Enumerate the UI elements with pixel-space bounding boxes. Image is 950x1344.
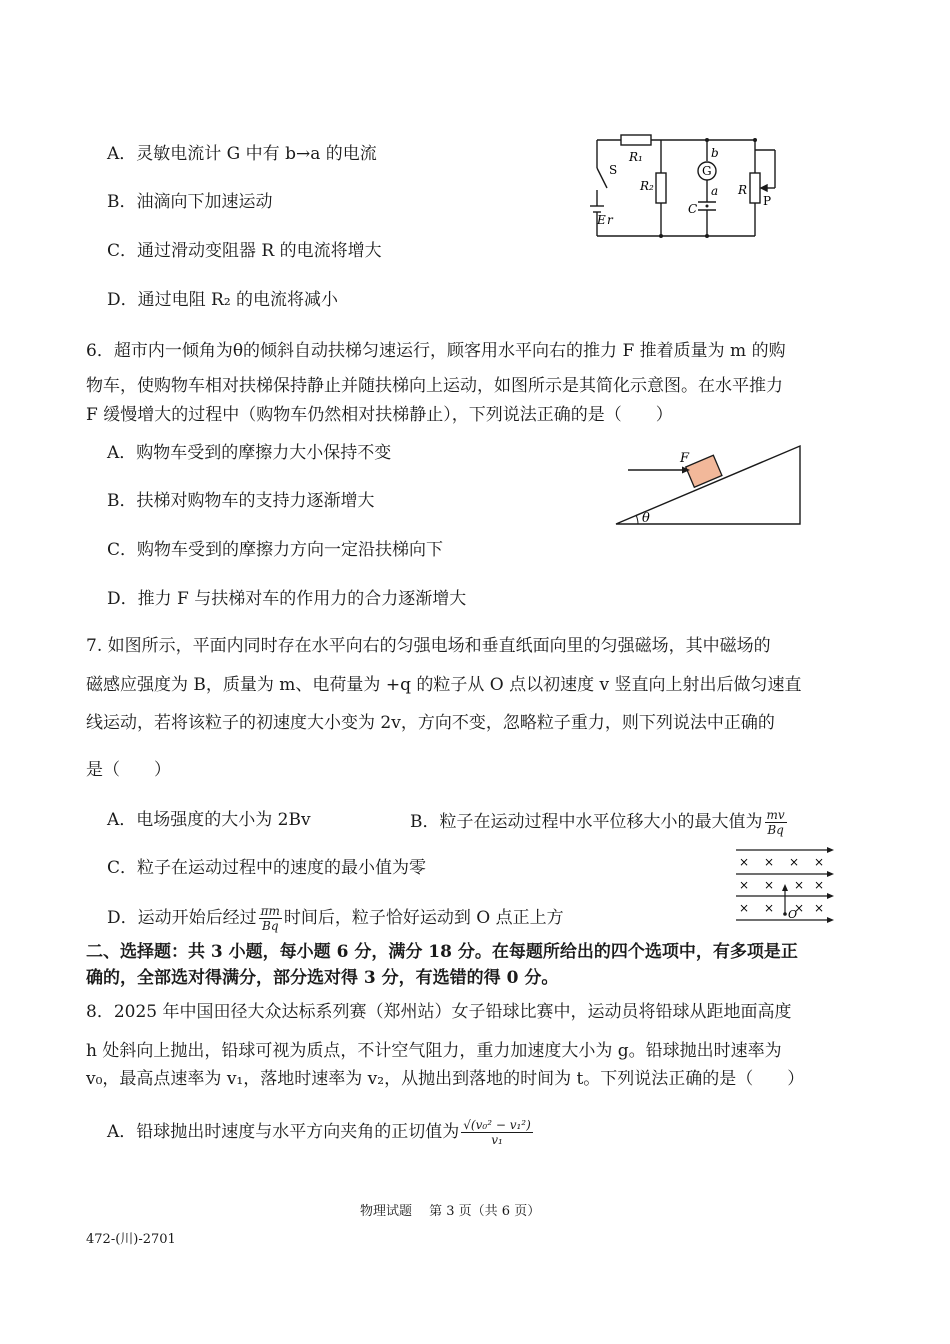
q8-stem-line-1: 8．2025 年中国田径大众达标系列赛（郑州站）女子铅球比赛中，运动员将铅球从距地面高度 — [86, 1002, 792, 1022]
q7-option-a: A．电场强度的大小为 2Bv — [107, 810, 311, 830]
cross-4: × — [814, 855, 825, 869]
q7-option-d — [107, 904, 564, 933]
cross-2: × — [764, 855, 775, 869]
label-r1: R₁ — [629, 150, 643, 164]
q7-option-d-text-post: 时间后，粒子恰好运动到 O 点正上方 — [283, 908, 564, 928]
q7-option-c: C．粒子在运动过程中的速度的最小值为零 — [107, 858, 427, 878]
label-b: b — [711, 146, 719, 160]
q7-stem-line-4: 是（ ） — [86, 760, 171, 780]
q7-stem-line-1: 7. 如图所示，平面内同时存在水平向右的匀强电场和垂直纸面向里的匀强磁场，其中磁场的 — [86, 636, 771, 656]
cross-3: × — [789, 855, 800, 869]
q7-stem-line-3: 线运动，若将该粒子的初速度大小变为 2v，方向不变，忽略粒子重力，则下列说法中正确的 — [86, 713, 775, 733]
label-rheostat: R — [738, 183, 748, 197]
q8-option-a-fraction — [461, 1118, 533, 1147]
q7-option-b-numerator: mv — [766, 808, 785, 822]
section-2-header-line-1: 二、选择题：共 3 小题，每小题 6 分，满分 18 分。在每题所给出的四个选项中，有多项是正 — [86, 942, 798, 962]
label-p: P — [763, 194, 772, 208]
galvanometer-icon: G — [702, 164, 712, 178]
q7-option-d-numerator: πm — [260, 904, 280, 918]
cross-12: × — [814, 901, 825, 915]
q8-option-a — [107, 1118, 535, 1147]
q6-stem-line-3: F 缓慢增大的过程中（购物车仍然相对扶梯静止），下列说法正确的是（ ） — [86, 405, 673, 425]
q6-stem-line-2: 物车，使购物车相对扶梯保持静止并随扶梯向上运动，如图所示是其简化示意图。在水平推力 — [86, 376, 783, 396]
q7-option-b-text: B．粒子在运动过程中水平位移大小的最大值为 — [410, 812, 763, 832]
q8-option-a-numerator: √(v₀² − v₁²) — [463, 1118, 531, 1132]
label-theta: θ — [642, 511, 650, 526]
cross-10: × — [764, 901, 775, 915]
q6-option-a: A．购物车受到的摩擦力大小保持不变 — [107, 443, 392, 463]
field-diagram — [730, 846, 840, 926]
cross-1: × — [739, 855, 750, 869]
q5-option-b: B．油滴向下加速运动 — [107, 192, 273, 212]
q7-option-b — [410, 808, 789, 837]
q8-stem-line-3: v₀，最高点速率为 v₁，落地时速率为 v₂，从抛出到落地的时间为 t。下列说法正确的是（ ） — [86, 1069, 805, 1089]
q6-option-b: B．扶梯对购物车的支持力逐渐增大 — [107, 491, 375, 511]
cross-8: × — [814, 878, 825, 892]
cross-11: × — [794, 901, 805, 915]
cross-6: × — [764, 878, 775, 892]
q5-option-a: A．灵敏电流计 G 中有 b→a 的电流 — [107, 144, 377, 164]
circuit-diagram — [585, 128, 785, 243]
q5-option-d: D．通过电阻 R₂ 的电流将减小 — [107, 290, 339, 310]
q7-option-b-denominator: Bq — [767, 823, 784, 837]
q6-stem-line-1: 6．超市内一倾角为θ的倾斜自动扶梯匀速运行，顾客用水平向右的推力 F 推着质量为 m 的购 — [86, 341, 786, 361]
cross-5: × — [739, 878, 750, 892]
label-r2: R₂ — [640, 179, 654, 193]
q7-stem-line-2: 磁感应强度为 B，质量为 m、电荷量为 +q 的粒子从 O 点以初速度 v 竖直向上射出后做匀速直 — [86, 675, 802, 695]
label-r: r — [607, 213, 613, 227]
q5-option-c: C．通过滑动变阻器 R 的电流将增大 — [107, 241, 382, 261]
q8-option-a-text: A．铅球抛出时速度与水平方向夹角的正切值为 — [107, 1122, 460, 1142]
exam-code: 472-(川)-2701 — [86, 1232, 176, 1247]
label-o: O — [788, 908, 798, 921]
label-force-f: F — [680, 451, 690, 466]
q6-option-d: D．推力 F 与扶梯对车的作用力的合力逐渐增大 — [107, 589, 467, 609]
label-e: E — [597, 213, 606, 227]
q6-option-c: C．购物车受到的摩擦力方向一定沿扶梯向下 — [107, 540, 444, 560]
label-a: a — [711, 184, 719, 198]
q8-stem-line-2: h 处斜向上抛出，铅球可视为质点，不计空气阻力，重力加速度大小为 g。铅球抛出时速率为 — [86, 1041, 782, 1061]
page-footer: 物理试题 第 3 页（共 6 页） — [360, 1204, 541, 1219]
q8-option-a-denominator: v₁ — [491, 1133, 503, 1147]
q7-option-d-text-pre: D．运动开始后经过 — [107, 908, 257, 928]
q7-option-d-denominator: Bq — [262, 919, 279, 933]
cross-9: × — [739, 901, 750, 915]
label-s: S — [609, 163, 618, 177]
q7-option-d-fraction — [259, 904, 282, 933]
section-2-header-line-2: 确的，全部选对得满分，部分选对得 3 分，有选错的得 0 分。 — [86, 968, 559, 988]
cross-7: × — [794, 878, 805, 892]
q7-option-b-fraction — [765, 808, 787, 837]
incline-diagram — [608, 440, 808, 530]
label-c: C — [688, 202, 698, 216]
